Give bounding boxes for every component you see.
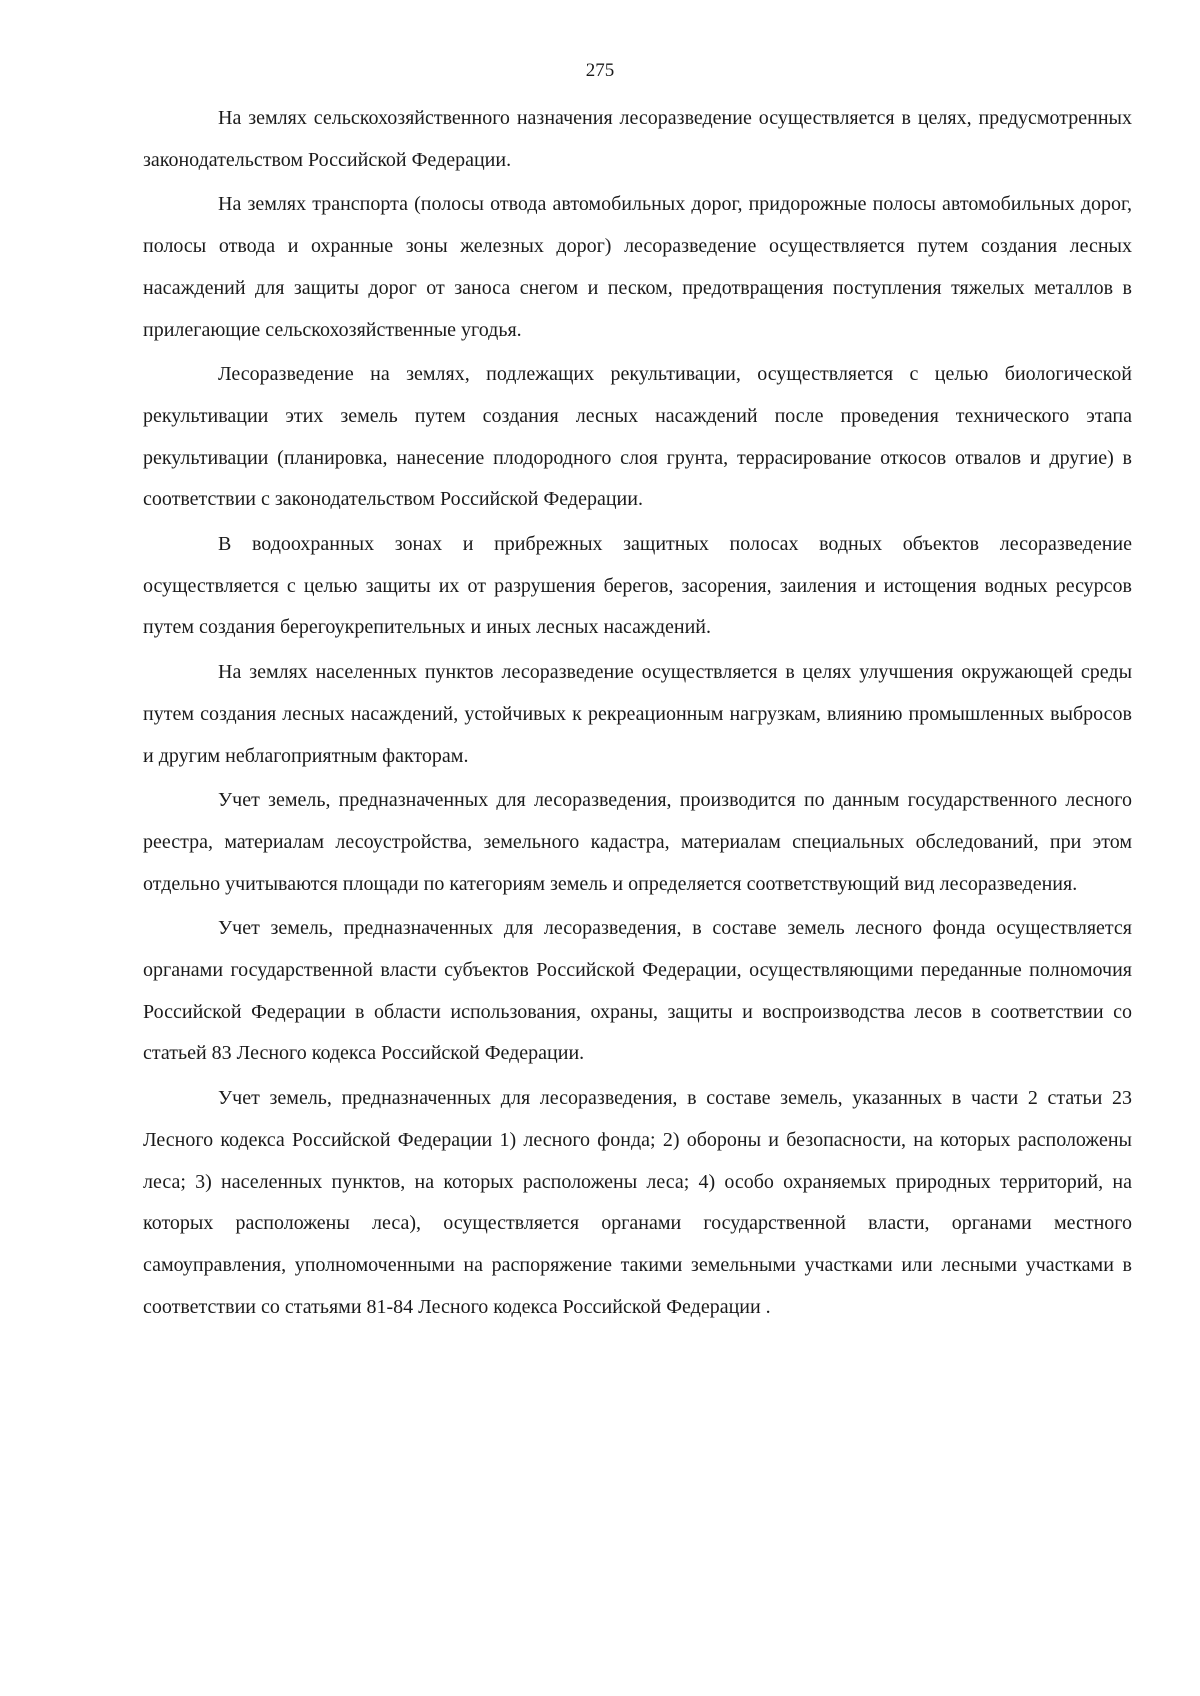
paragraph-settlement-lands: На землях населенных пунктов лесоразведение осуществляется в целях улучшения окружающей среды путем создания лесных насаждений, устойчивых к рекреационным нагрузкам, влиянию промышленных выбросов и другим неблагоприятным факторам. <box>143 661 1132 767</box>
paragraph-land-accounting: Учет земель, предназначенных для лесоразведения, производится по данным государственного лесного реестра, материалам лесоустройства, земельного кадастра, материалам специальных обследований, при этом отдельно учитываются площади по категориям земель и определяется соответствующий вид лесоразведения. <box>143 789 1132 895</box>
paragraph-water-protection-zones: В водоохранных зонах и прибрежных защитных полосах водных объектов лесоразведение осуществляется с целью защиты их от разрушения берегов, засорения, заиления и истощения водных ресурсов путем создания берегоукрепительных и иных лесных насаждений. <box>143 533 1132 639</box>
paragraph-forest-fund-accounting: Учет земель, предназначенных для лесоразведения, в составе земель лесного фонда осуществляется органами государственной власти субъектов Российской Федерации, осуществляющими переданные полномочия Российской Федерации в области использования, охраны, защиты и воспроизводства лесов в соответствии со статьей 83 Лесного кодекса Российской Федерации. <box>143 917 1132 1065</box>
page-number: 275 <box>585 60 615 81</box>
paragraph-agricultural-lands: На землях сельскохозяйственного назначения лесоразведение осуществляется в целях, предусмотренных законодательством Российской Федерации. <box>143 107 1132 171</box>
paragraph-recultivation-lands: Лесоразведение на землях, подлежащих рекультивации, осуществляется с целью биологической рекультивации этих земель путем создания лесных насаждений после проведения технического этапа рекультивации (планировка, нанесение плодородного слоя грунта, террасирование откосов отвалов и другие) в соответствии с законодательством Российской Федерации. <box>143 363 1132 511</box>
paragraph-other-lands-accounting: Учет земель, предназначенных для лесоразведения, в составе земель, указанных в части 2 статьи 23 Лесного кодекса Российской Федерации 1) лесного фонда; 2) обороны и безопасности, на которых расположены леса; 3) населенных пунктов, на которых расположены леса; 4) особо охраняемых природных территорий, на которых расположены леса), осуществляется органами государственной власти, органами местного самоуправления, уполномоченными на распоряжение такими земельными участками или лесными участками в соответствии со статьями 81-84 Лесного кодекса Российской Федерации . <box>143 1087 1132 1318</box>
document-body <box>143 98 1132 1331</box>
paragraph-transport-lands: На землях транспорта (полосы отвода автомобильных дорог, придорожные полосы автомобильных дорог, полосы отвода и охранные зоны железных дорог) лесоразведение осуществляется путем создания лесных насаждений для защиты дорог от заноса снегом и песком, предотвращения поступления тяжелых металлов в прилегающие сельскохозяйственные угодья. <box>143 193 1132 341</box>
